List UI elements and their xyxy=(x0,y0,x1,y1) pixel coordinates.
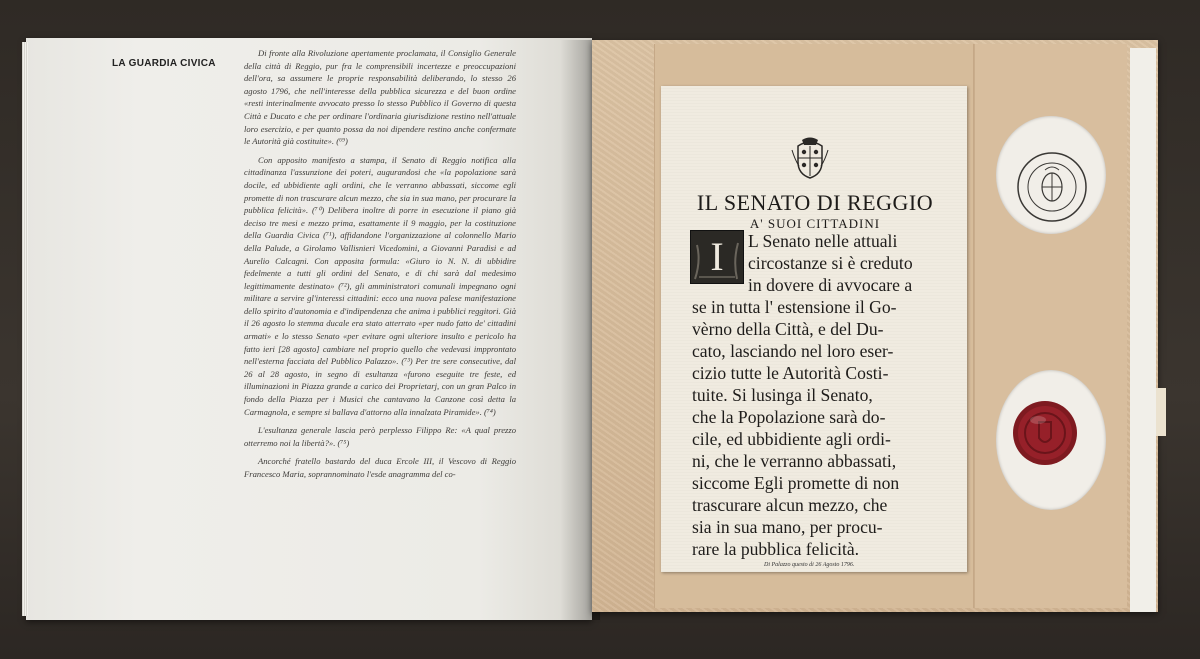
proclamation-line: vèrno della Città, e del Du- xyxy=(692,319,884,339)
decorated-initial xyxy=(690,230,744,284)
proclamation-line: trascurare alcun mezzo, che xyxy=(692,495,888,515)
proclamation-line: se in tutta l' estensione il Go- xyxy=(692,297,897,317)
proclamation-date: Di Palazzo questo di 26 Agosto 1796. xyxy=(764,562,855,568)
proclamation-line: circostanze si è creduto xyxy=(748,253,913,273)
proclamation-line: sia in sua mano, per procu- xyxy=(692,517,883,537)
proclamation-title: IL SENATO DI REGGIO xyxy=(696,190,934,215)
proclamation-line: cile, ed ubbidiente agli ordi- xyxy=(692,429,891,449)
proclamation-subtitle: A' SUOI CITTADINI xyxy=(749,216,881,231)
folder-edge-strip xyxy=(1130,48,1156,612)
wax-seal-icon xyxy=(1010,398,1080,468)
section-title: LA GUARDIA CIVICA xyxy=(112,58,216,69)
body-text xyxy=(244,47,516,487)
proclamation-line: ni, che le verranno abbassati, xyxy=(692,451,897,471)
initial-letter: I xyxy=(710,234,724,279)
proclamation-line: siccome Egli promette di non xyxy=(692,473,900,493)
folder-tab xyxy=(1156,388,1166,436)
proclamation-line: cizio tutte le Autorità Costi- xyxy=(692,363,889,383)
proclamation-line: tuite. Si lusinga il Senato, xyxy=(692,385,873,405)
page-edges xyxy=(22,42,28,616)
proclamation-line: rare la pubblica felicità. xyxy=(692,539,860,559)
proclamation-line: L Senato nelle attuali xyxy=(748,231,898,251)
coat-of-arms-icon xyxy=(790,136,830,180)
paragraph: L'esultanza generale lascia però perplesso Filippo Re: «A qual prezzo otterremo noi la libertà?». (⁷⁵) xyxy=(244,425,516,448)
paragraph: Ancorché fratello bastardo del duca Ercole III, il Vescovo di Reggio Francesco Maria, soprannominato l'esde anagramma del co- xyxy=(244,456,516,479)
paragraph: Di fronte alla Rivoluzione apertamente proclamata, il Consiglio Generale della città di Reggio, pur fra le comprensibili incertezze e preoccupazioni dell'ora, sa assumere le proprie responsabilità deliberando, lo stesso 26 agosto 1796, che nell'interesse della pubblica sicurezza e del buon ordine «resti interinalmente avvocato presso lo stesso Pubblico il Governo di questa Città e Ducato e che per ordinare l'ordinaria giurisdizione restino nell'attuale loro esercizio, e per quanto possa da noi dipendere restino anche confermate le Autorità già costituite». (⁶⁹) xyxy=(244,48,516,147)
proclamation-line: che la Popolazione sarà do- xyxy=(692,407,886,427)
proclamation-line: in dovere di avvocare a xyxy=(748,275,913,295)
paragraph: Con apposito manifesto a stampa, il Senato di Reggio notifica alla cittadinanza l'assunzione dei poteri, augurandosi che «la popolazione sarà docile, ed ubbidiente agli ordini, che le verranno abbassati, siccome egli promette di non trascurare alcun mezzo, che sia in sua mano, per procurare la pubblica felicità». (⁷⁰) Delibera inoltre di porre in esecuzione il piano già deciso tre mesi e mezzo prima, esattamente il 9 maggio, per la costituzione della Guardia Civica (⁷¹), affidandone l'organizzazione al colonnello Mario della Palude, a Girolamo Vallisnieri Vicedomini, a Giovanni Paradisi e ad Aurelio Calcagni. Con apposita formula: «Giuro io N. N. di ubbidire fedelmente a tutti gli ordini del Senato, e di chi sarà dal medesimo legittimamente destinato» (⁷²), gli amministratori comunali impegnano ogni militare a servire gl'interessi cittadini: ecco una nuova palese manifestazione dello spirito d'autonomia e d'indipendenza che anima i pubblici reggitori. Già il 26 agosto lo stemma ducale era stato atterrato «per nudo fatto de' cittadini armati» e lo stesso Senato «per evitare ogni ulteriore insulto e pericolo ha fatto ieri [28 agosto] cambiare nel proprio quello che vedevasi impprontato nell'esterna facciata del Pubblico Palazzo». (⁷³) Per tre sere consecutive, dal 26 al 28 agosto, in segno di esultanza «furono eseguite tre feste, ed illuminazioni in Piazza grande a carico dei Proprietarj, con un gran Palco in fondo della Piazza per i Musici che cantavano la Canzone così detta la Carmagnola, e sempre si ballava d'attorno alla innalzata Piramide». (⁷⁴) xyxy=(244,154,516,417)
municipal-stamp-icon xyxy=(1015,150,1089,224)
proclamation-line: cato, lasciando nel loro eser- xyxy=(692,341,894,361)
